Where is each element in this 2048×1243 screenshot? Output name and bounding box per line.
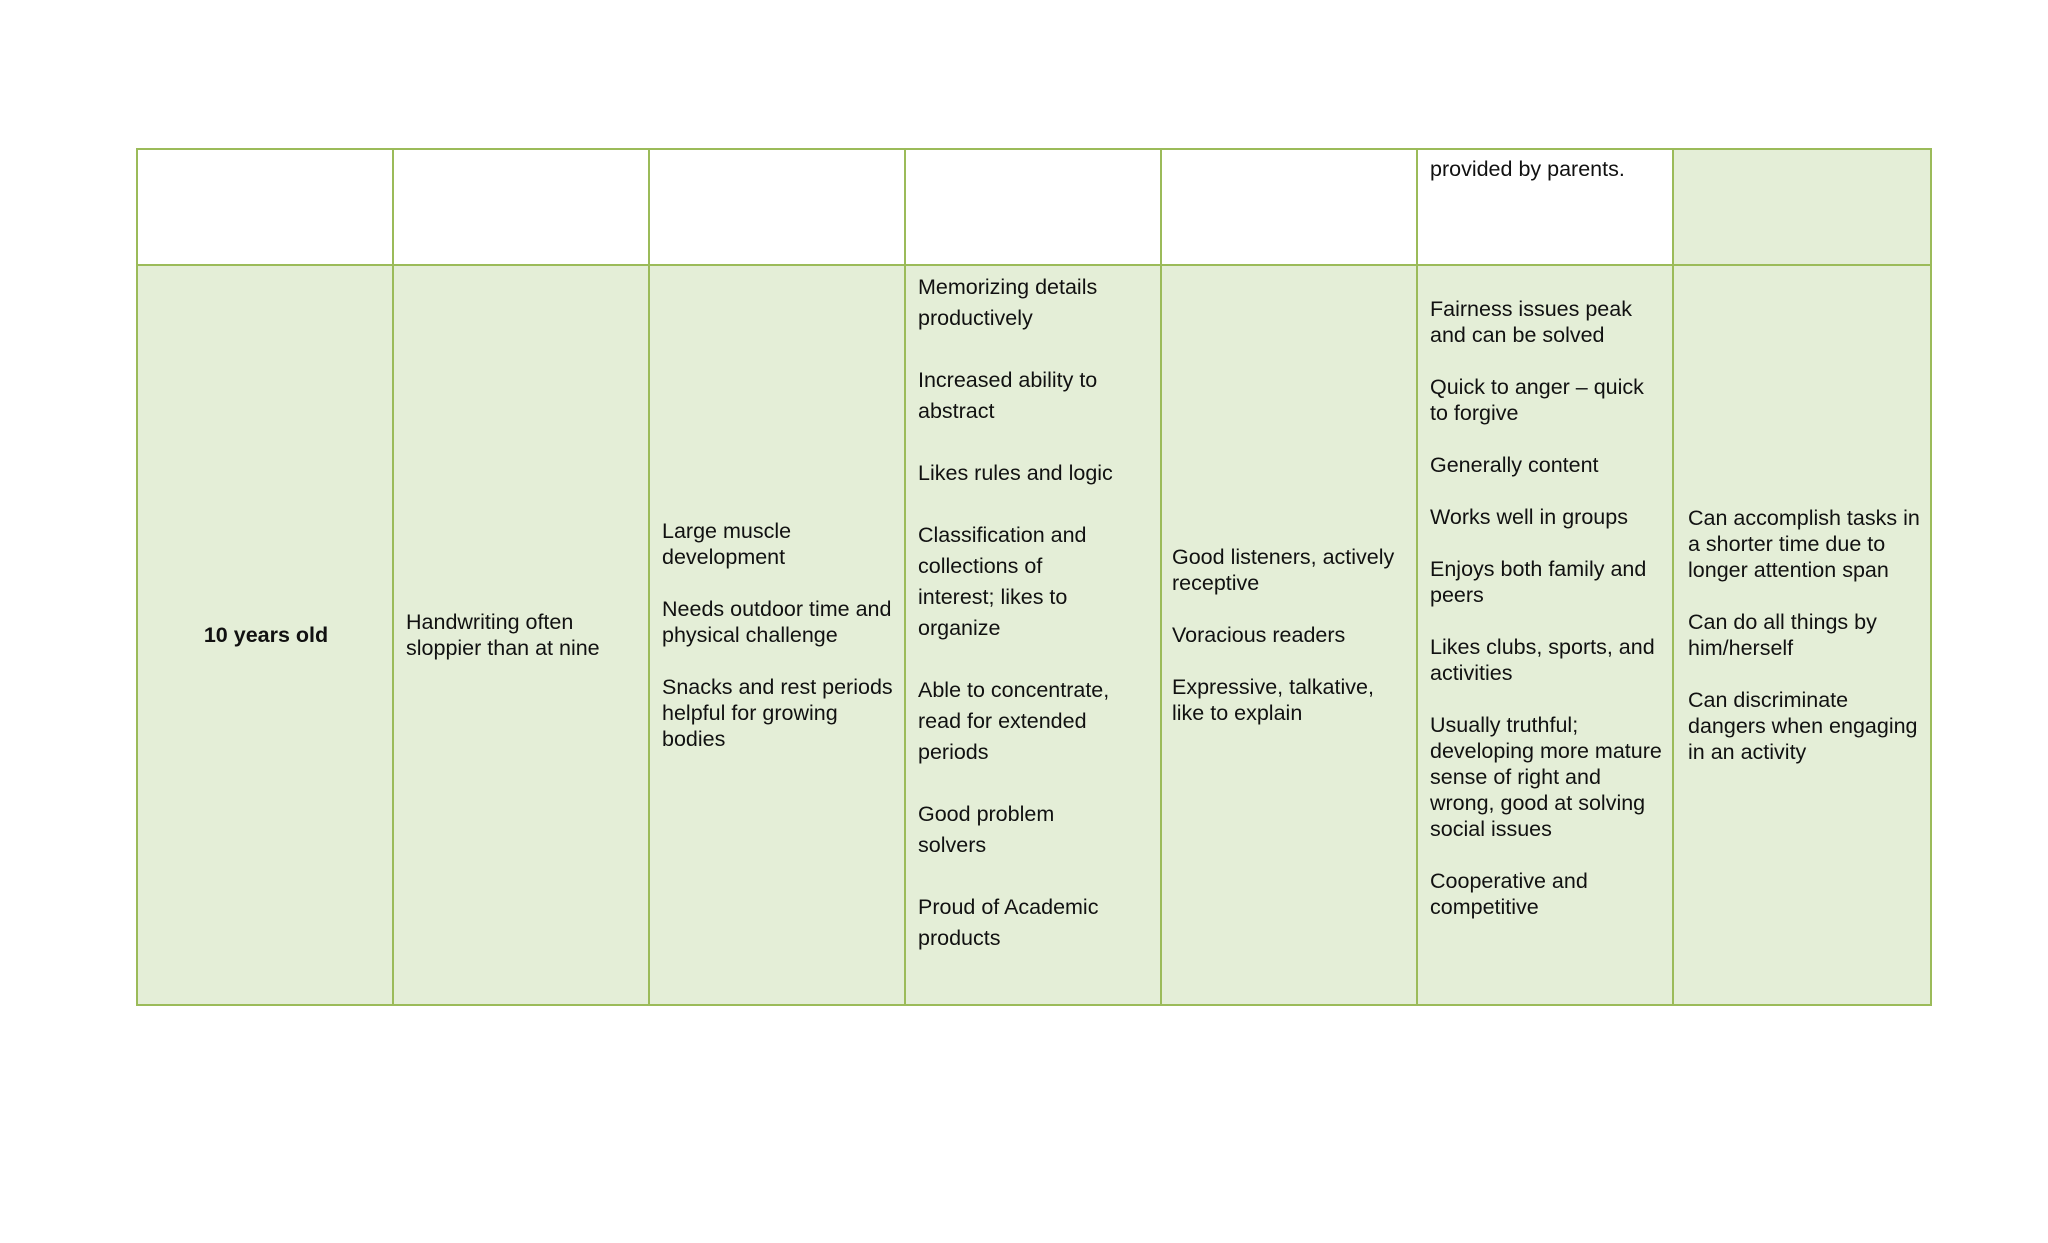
- language-cell: [1161, 265, 1417, 1005]
- cont-cell-language: [1161, 149, 1417, 265]
- social-item: Usually truthful; developing more mature sense of right and wrong, good at solving social issues: [1430, 713, 1662, 841]
- social-item: Cooperative and competitive: [1430, 869, 1588, 919]
- physical-item: Snacks and rest periods helpful for growing bodies: [662, 675, 893, 751]
- cont-social-text: provided by parents.: [1430, 157, 1625, 181]
- social-item: Quick to anger – quick to forgive: [1430, 375, 1644, 425]
- cont-cell-age: [137, 149, 393, 265]
- intellectual-item: Increased ability to abstract: [918, 368, 1098, 423]
- self-help-item: Can accomplish tasks in a shorter time due to longer attention span: [1688, 506, 1920, 582]
- intellectual-item: Memorizing details productively: [918, 275, 1098, 330]
- cont-cell-social: [1417, 149, 1673, 265]
- age-10-row: [137, 265, 1931, 1005]
- social-item: Fairness issues peak and can be solved: [1430, 297, 1632, 347]
- language-item: Voracious readers: [1172, 623, 1346, 647]
- language-item: Expressive, talkative, like to explain: [1172, 675, 1374, 725]
- social-item: Likes clubs, sports, and activities: [1430, 635, 1655, 685]
- self-help-cell: [1673, 265, 1931, 1005]
- self-help-item: Can discriminate dangers when engaging in an activity: [1688, 688, 1918, 764]
- cont-cell-self-help: [1673, 149, 1931, 265]
- intellectual-item: Good problem solvers: [918, 802, 1055, 857]
- physical-item: Needs outdoor time and physical challenge: [662, 597, 892, 647]
- social-item: Works well in groups: [1430, 505, 1628, 529]
- continuation-row: [137, 149, 1931, 265]
- social-item: Generally content: [1430, 453, 1599, 477]
- fine-motor-cell: [393, 265, 649, 1005]
- intellectual-cell: [905, 265, 1161, 1005]
- cont-cell-intellectual: [905, 149, 1161, 265]
- self-help-item: Can do all things by him/herself: [1688, 610, 1877, 660]
- age-cell: [137, 265, 393, 1005]
- cont-cell-physical: [649, 149, 905, 265]
- fine-motor-item: Handwriting often sloppier than at nine: [406, 610, 600, 660]
- social-cell: [1417, 265, 1673, 1005]
- social-item: Enjoys both family and peers: [1430, 557, 1647, 607]
- intellectual-item: Able to concentrate, read for extended periods: [918, 678, 1110, 764]
- intellectual-item: Classification and collections of interest; likes to organize: [918, 523, 1087, 640]
- physical-item: Large muscle development: [662, 519, 792, 569]
- age-label: 10 years old: [203, 623, 329, 647]
- physical-cell: [649, 265, 905, 1005]
- intellectual-item: Likes rules and logic: [918, 461, 1113, 485]
- intellectual-item: Proud of Academic products: [918, 895, 1099, 950]
- language-item: Good listeners, actively receptive: [1172, 545, 1395, 595]
- development-table: [136, 148, 1932, 1006]
- cont-cell-fine-motor: [393, 149, 649, 265]
